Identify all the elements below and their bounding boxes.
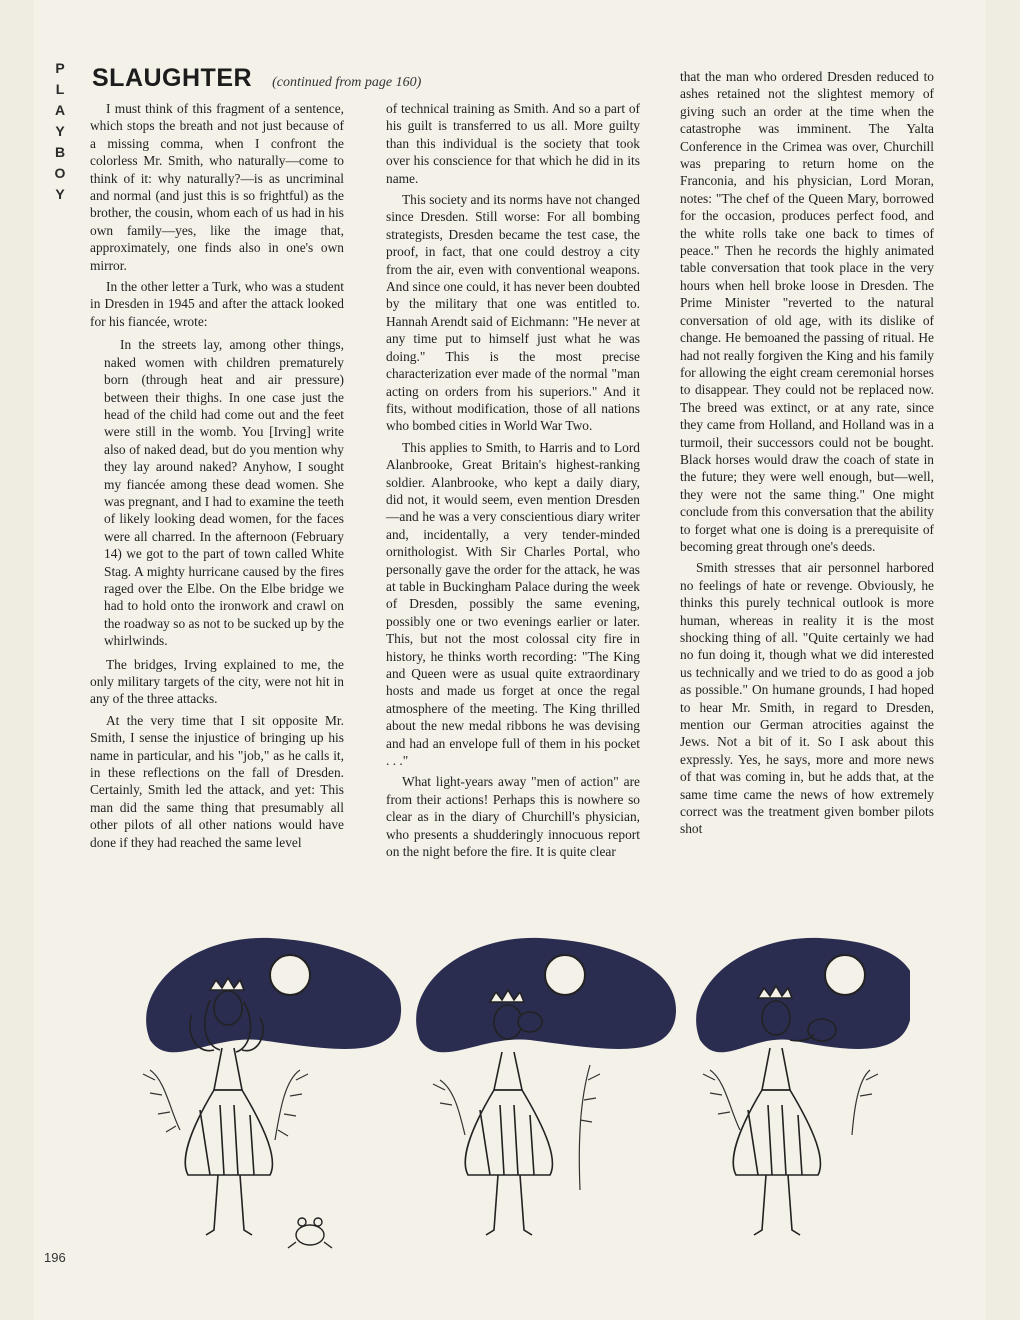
text-column-1: [90, 100, 344, 855]
page-number: 196: [44, 1250, 66, 1265]
illustration-panel-3: [696, 938, 910, 1235]
sidebar-letter: P: [55, 60, 65, 76]
paragraph: Smith stresses that air personnel harbored no feelings of hate or revenge. Obviously, he thinks this purely technical outlook is more human, whereas in reality it is the most shocking thing of all. "Quite certainly we had no fun doing it, though what we did interested us technically and we tried to do as good a job as possible." On humane grounds, I had hoped to hear Mr. Smith, in regard to Dresden, mention our German atrocities against the Jews. Not a bit of it. So I ask about this expressly. Yes, he says, more and more news of that was coming in, but he adds that, at the same time came the news of how extremely correct was the treatment given bomber pilots shot: [680, 560, 934, 837]
leaf-branches: [433, 1065, 600, 1190]
moon-icon: [825, 955, 865, 995]
continued-from-note: (continued from page 160): [272, 75, 422, 90]
paragraph: In the other letter a Turk, who was a student in Dresden in 1945 and after the attack looked for his fiancée, wrote:: [90, 279, 344, 329]
night-sky-shape: [146, 938, 401, 1052]
article-title: SLAUGHTER: [92, 64, 253, 92]
paragraph: This society and its norms have not changed since Dresden. Still worse: For all bombing strategists, Dresden became the test case, the proof, in fact, that one could destroy a city from the air, even with conventional weapons. And since one could, it has never been doubted by the military that one was entitled to. Hannah Arendt said of Eichmann: "He never at any time put to himself just what he was doing." This is the most precise characterization ever made of the normal "man acting on orders from his superiors." And it fits, without modification, those of all nations who bombed cities in World War Two.: [386, 192, 640, 434]
text-column-3: [680, 68, 934, 842]
sidebar-letter: B: [54, 144, 66, 160]
sidebar-letter: O: [54, 165, 66, 181]
paragraph: At the very time that I sit opposite Mr. Smith, I sense the injustice of bringing up his name in particular, and his "job," as he calls it, in these reflections on the fall of Dresden. Certainly, Smith led the attack, and yet: This man did the same thing that presumably all other pilots of all other nations would have done if they had reached the same level: [90, 712, 344, 850]
playboy-vertical-mark: [52, 58, 68, 205]
quote-paragraph: In the streets lay, among other things, naked women with children prematurely born (through heat and air pressure) between their thighs. In one case just the head of the child had come out and the feet were still in the womb. You [Irving] write also of naked dead, but do you mention why they lay around naked? Anyhow, I sought my fiancée among these dead women. She was pregnant, and I had to examine the teeth of likely looking dead women, for the faces were all charred. In the afternoon (February 14) we got to the part of town called White Stag. A mighty hurricane caused by the fires raged over the Elbe. On the Elbe bridge we had to hold onto the ironwork and crawl on the roadway so as not to be sucked up by the whirlwinds.: [104, 337, 344, 649]
sidebar-letter: A: [54, 102, 66, 118]
sidebar-letter: L: [55, 81, 65, 97]
text-column-2: [386, 100, 640, 864]
leaf-branches: [703, 1070, 878, 1135]
paragraph: The bridges, Irving explained to me, the only military targets of the city, were not hit in any of the three attacks.: [90, 656, 344, 707]
moon-icon: [545, 955, 585, 995]
paragraph: I must think of this fragment of a sentence, which stops the breath and not just because of a missing comma, when I confront the colorless Mr. Smith, who naturally—come to think of it: why naturally?—is as uncriminal and normal (and just this is so frightful) as the brother, the cousin, whom each of us had in his own family—yes, like the image that, approximately, one finds also in one's own mirror.: [90, 101, 344, 273]
sidebar-letter: Y: [55, 123, 65, 139]
night-sky-shape: [696, 938, 910, 1052]
illustration-panel-2: [416, 938, 676, 1235]
paragraph: This applies to Smith, to Harris and to Lord Alanbrooke, Great Britain's highest-ranking soldier. Alanbrooke, who kept a daily diary, did not, it would seem, even mention Dresden—and he was a very conscientious diary writer and, incidentally, a very tender-minded ornithologist. With Sir Charles Portal, who personally gave the order for the attack, he was at table in Buckingham Palace during the week of Dresden, possibly the same evening, possibly one or two evenings earlier or later. This, but not the most colossal city fire in history, he thinks worth recording: "The King and Queen were as usual quite extraordinary hosts and made us forget at once the regal atmosphere of the meeting. The King thrilled about the new medal ribbons he was devising and had an envelope full of them in his pocket . . .": [386, 439, 640, 769]
illustration-panel-1: [143, 938, 401, 1248]
article-header: [92, 64, 421, 93]
paragraph: What light-years away "men of action" are from their actions! Perhaps this is nowhere so clear as in the diary of Churchill's physician, who presents a shudderingly innocuous report on the night before the fire. It is quite clear: [386, 774, 640, 860]
block-quote: [104, 336, 344, 649]
paragraph: that the man who ordered Dresden reduced to ashes retained not the slightest memory of giving such an order at the time when the catastrophe was imminent. The Yalta Conference in the Crimea was over, Churchill was preparing to return home on the Franconia, and his physician, Lord Moran, notes: "The chef of the Queen Mary, borrowed for the occasion, produces perfect food, and the white rolls take one back to times of peace." Then he records the highly animated table conversation that took place in the very hours when hell broke loose in Dresden. The Prime Minister "reverted to the natural conversation of old age, with its dislike of change. He bemoaned the passing of ritual. He had not really forgiven the King and his family for allowing the eight cream ceremonial horses to disappear. They could not be replaced now. The breed was extinct, or at any rate, since they came from Holland, and Holland was in a turmoil, their successors could not be bought. Black horses would draw the coach of state in the future; they were well enough, but—well, they were not the same thing." One might conclude from this conversation that the ability to forget what one is doing is a prerequisite of becoming great through one's deeds.: [680, 69, 934, 554]
sidebar-letter: Y: [55, 186, 65, 202]
princess-and-frog-illustration: [110, 930, 910, 1260]
leaf-branches: [143, 1070, 308, 1140]
moon-icon: [270, 955, 310, 995]
night-sky-shape: [416, 938, 676, 1052]
paragraph: of technical training as Smith. And so a part of his guilt is transferred to us all. More guilty than this individual is the society that took over his conscience for that which he did in its name.: [386, 101, 640, 186]
frog-icon: [288, 1218, 332, 1248]
